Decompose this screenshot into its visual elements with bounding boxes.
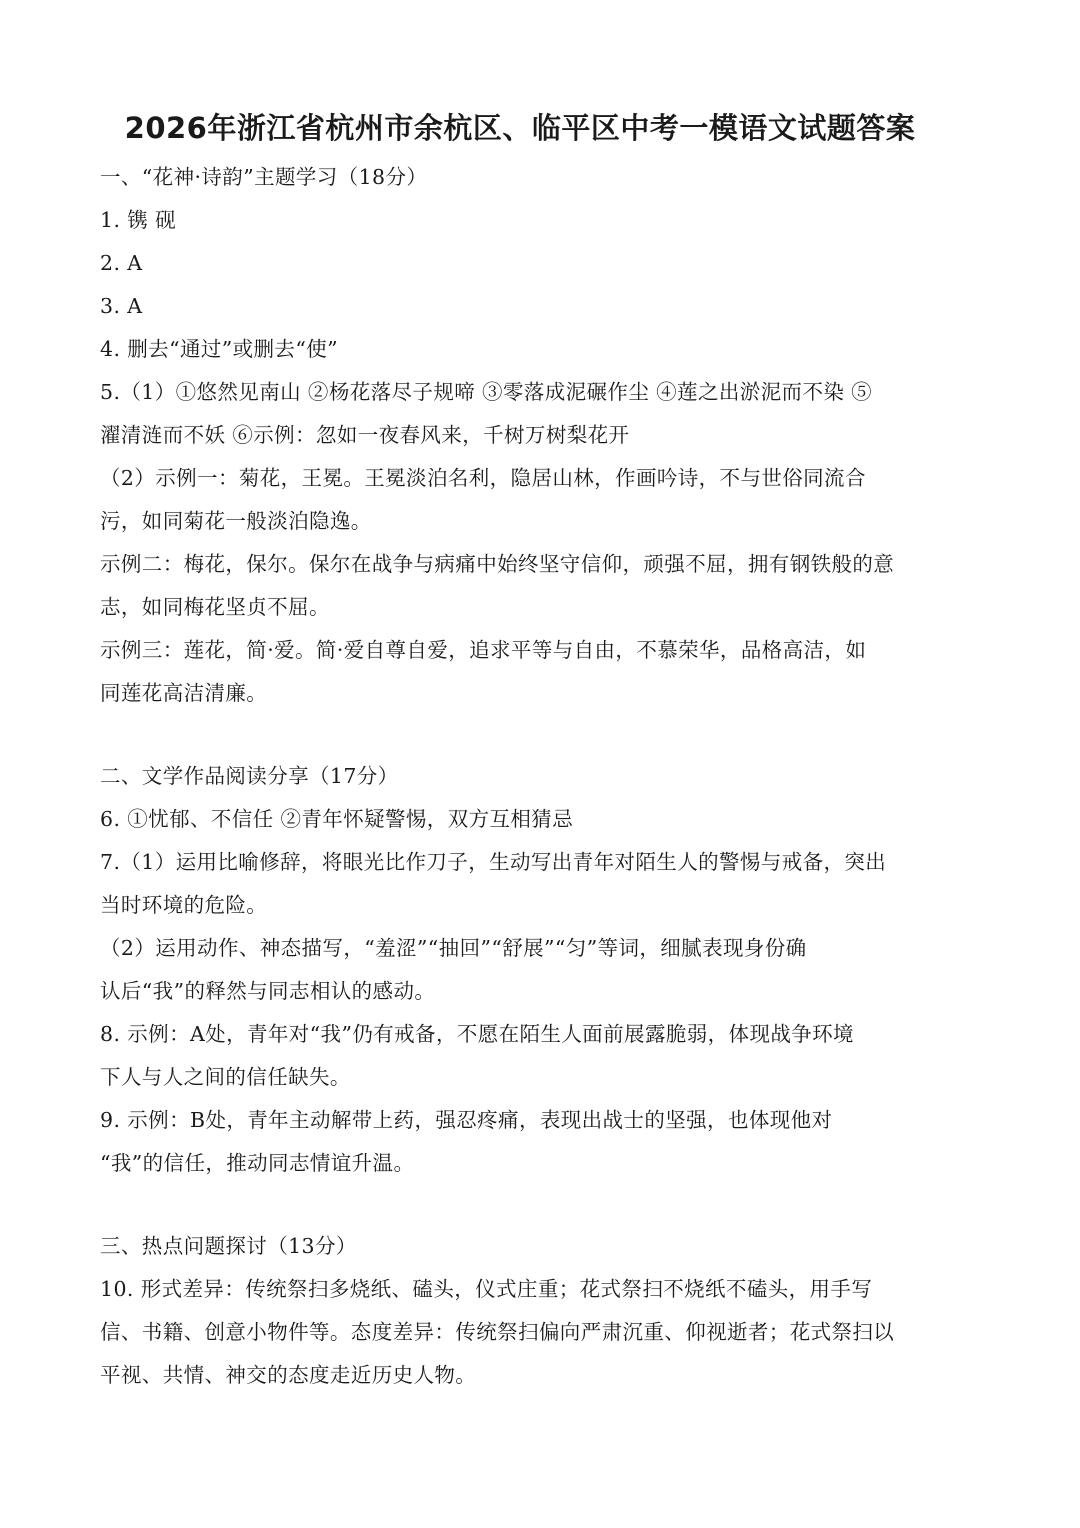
answer-line: 8. 示例：A处，青年对“我”仍有戒备，不愿在陌生人面前展露脆弱，体现战争环境: [100, 1022, 854, 1046]
answer-line: 6. ①忧郁、不信任 ②青年怀疑警惕，双方互相猜忌: [100, 807, 574, 831]
answer-line: （2）示例一：菊花，王冕。王冕淡泊名利，隐居山林，作画吟诗，不与世俗同流合: [100, 466, 866, 490]
answer-line: 认后“我”的释然与同志相认的感动。: [100, 979, 436, 1003]
answer-line: 濯清涟而不妖 ⑥示例：忽如一夜春风来，千树万树梨花开: [100, 423, 630, 447]
section-spacer: [100, 1185, 940, 1225]
answer-line: 示例三：莲花，简·爱。简·爱自尊自爱，追求平等与自由，不慕荣华，品格高洁，如: [100, 638, 867, 662]
answer-line: 志，如同梅花坚贞不屈。: [100, 595, 330, 619]
answer-line: （2）运用动作、神态描写，“羞涩”“抽回”“舒展”“匀”等词，细腻表现身份确: [100, 936, 807, 960]
answer-line: 2. A: [100, 251, 143, 275]
answer-line: 5.（1）①悠然见南山 ②杨花落尽子规啼 ③零落成泥碾作尘 ④莲之出淤泥而不染 ⑤: [100, 380, 873, 404]
answer-line: “我”的信任，推动同志情谊升温。: [100, 1151, 415, 1175]
answer-line: 10. 形式差异：传统祭扫多烧纸、磕头，仪式庄重；花式祭扫不烧纸不磕头，用手写: [100, 1277, 873, 1301]
answer-sheet-page: [100, 108, 940, 1397]
answer-line: 9. 示例：B处，青年主动解带上药，强忍疼痛，表现出战士的坚强，也体现他对: [100, 1108, 833, 1132]
answer-line: 3. A: [100, 294, 143, 318]
answer-line: 1. 镌 砚: [100, 208, 176, 232]
document-title: 2026年浙江省杭州市余杭区、临平区中考一模语文试题答案: [124, 111, 916, 145]
section-2: [100, 755, 940, 1185]
section-heading: 三、热点问题探讨（13分）: [100, 1234, 357, 1258]
section-heading: 一、“花神·诗韵”主题学习（18分）: [100, 165, 428, 189]
answer-line: 4. 删去“通过”或删去“使”: [100, 337, 338, 361]
answer-line: 下人与人之间的信任缺失。: [100, 1065, 351, 1089]
section-1: [100, 156, 940, 715]
answer-line: 示例二：梅花，保尔。保尔在战争与病痛中始终坚守信仰，顽强不屈，拥有钢铁般的意: [100, 552, 895, 576]
section-spacer: [100, 715, 940, 755]
answer-line: 同莲花高洁清廉。: [100, 681, 268, 705]
answer-line: 污，如同菊花一般淡泊隐逸。: [100, 509, 372, 533]
answer-line: 当时环境的危险。: [100, 893, 268, 917]
section-3: [100, 1225, 940, 1397]
answer-line: 平视、共情、神交的态度走近历史人物。: [100, 1363, 477, 1387]
answer-line: 信、书籍、创意小物件等。态度差异：传统祭扫偏向严肃沉重、仰视逝者；花式祭扫以: [100, 1320, 895, 1344]
answer-line: 7.（1）运用比喻修辞，将眼光比作刀子，生动写出青年对陌生人的警惕与戒备，突出: [100, 850, 887, 874]
section-heading: 二、文学作品阅读分享（17分）: [100, 764, 399, 788]
